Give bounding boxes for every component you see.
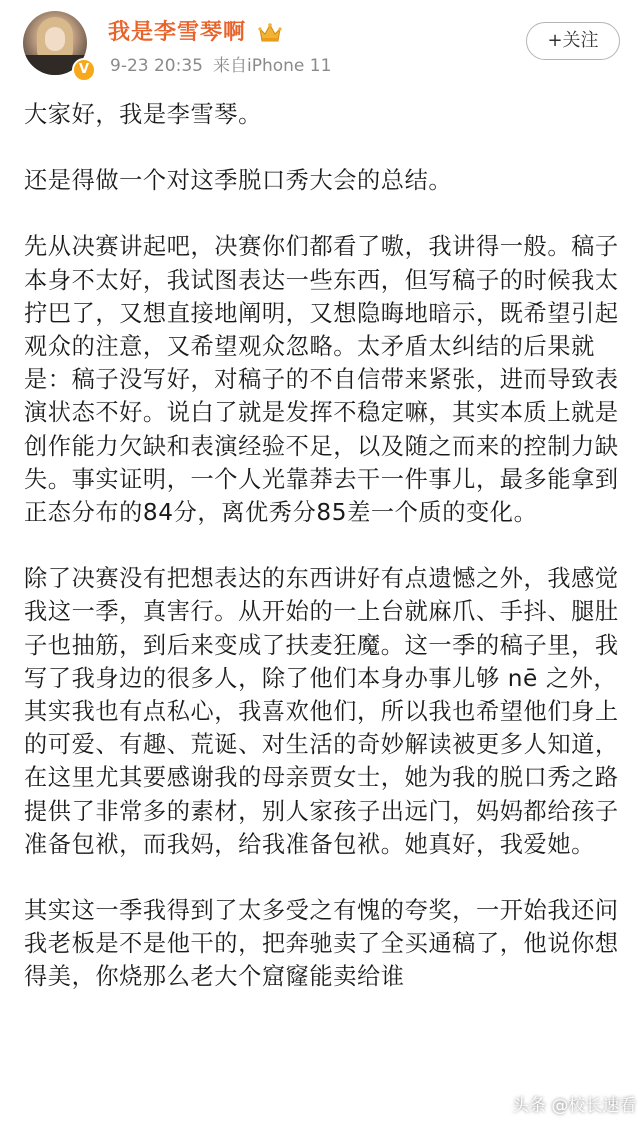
crown-icon (258, 22, 282, 44)
avatar-face (45, 27, 65, 51)
post-paragraph: 其实这一季我得到了太多受之有愧的夸奖，一开始我还问我老板是不是他干的，把奔驰卖了全买通稿了，他说你想得美，你烧那么老大个窟窿能卖给谁 (24, 897, 619, 991)
username[interactable]: 我是李雪琴啊 (108, 20, 247, 45)
verified-badge-icon: V (72, 58, 96, 82)
post-header (0, 0, 640, 96)
post-paragraph: 除了决赛没有把想表达的东西讲好有点遗憾之外，我感觉我这一季，真害行。从开始的一上台就麻爪、手抖、腿肚子也抽筋，到后来变成了扶麦狂魔。这一季的稿子里，我写了我身边的很多人，除了他们本身办事儿够 nē 之外，其实我也有点私心，我喜欢他们，所以我也希望他们身上的可爱、有趣、荒诞、对生活的奇妙解读被更多人知道，在这里尤其要感谢我的母亲贾女士，她为我的脱口秀之路提供了非常多的素材，别人家孩子出远门，妈妈都给孩子准备包袱，而我妈，给我准备包袱。她真好，我爱她。 (24, 565, 619, 858)
post-paragraph: 先从决赛讲起吧，决赛你们都看了嗷，我讲得一般。稿子本身不太好，我试图表达一些东西，但写稿子的时候我太拧巴了，又想直接地阐明，又想隐晦地暗示，既希望引起观众的注意，又希望观众忽略。太矛盾太纠结的后果就是：稿子没写好，对稿子的不自信带来紧张，进而导致表演状态不好。说白了就是发挥不稳定嘛，其实本质上就是创作能力欠缺和表演经验不足，以及随之而来的控制力缺失。事实证明，一个人光靠莽去干一件事儿，最多能拿到正态分布的84分，离优秀分85差一个质的变化。 (24, 233, 619, 527)
post-source: 来自iPhone 11 (212, 56, 332, 76)
post-body (24, 98, 620, 994)
post-paragraph: 还是得做一个对这季脱口秀大会的总结。 (24, 167, 453, 195)
follow-button[interactable]: +关注 (526, 22, 620, 60)
post-paragraph: 大家好，我是李雪琴。 (24, 101, 262, 128)
post-meta (110, 54, 331, 78)
post-timestamp: 9-23 20:35 (110, 56, 203, 76)
watermark: 头条 @校长速看 (512, 1096, 637, 1116)
